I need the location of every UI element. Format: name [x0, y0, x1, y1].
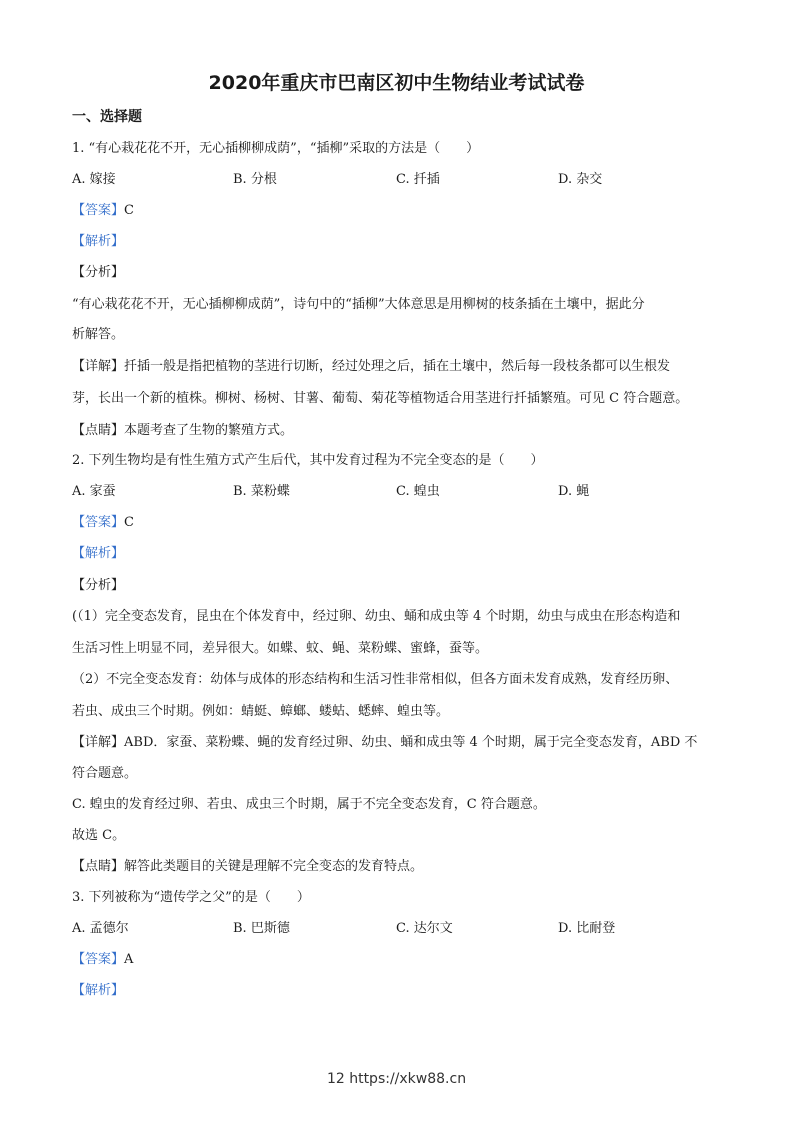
question-2-stem: 2. 下列生物均是有性生殖方式产生后代，其中发育过程为不完全变态的是（ ） — [72, 453, 544, 468]
section-heading: 一、选择题 — [72, 109, 142, 125]
q2-fenxi-label: 【分析】 — [72, 578, 125, 593]
q1-analysis-line: “有心栽花花不开，无心插柳柳成荫”，诗句中的“插柳”大体意思是用柳树的枝条插在土壤中，据此分 — [72, 297, 645, 312]
q2-answer — [72, 514, 722, 532]
answer-value: C — [124, 203, 134, 218]
q2-detail-line: 符合题意。 — [72, 766, 138, 781]
answer-value: A — [124, 952, 134, 967]
q3-answer — [72, 951, 722, 969]
question-1-stem: 1. “有心栽花花不开，无心插柳柳成荫”，“插柳”采取的方法是（ ） — [72, 141, 480, 156]
answer-label: 【答案】 — [72, 515, 125, 530]
page-title: 2020年重庆市巴南区初中生物结业考试试卷 — [208, 72, 585, 94]
q1-option-b: B. 分根 — [233, 172, 277, 187]
q1-option-c: C. 扦插 — [396, 172, 440, 187]
q1-detail-line: 【详解】扦插一般是指把植物的茎进行切断，经过处理之后，插在土壤中，然后每一段枝条都可以生根发 — [72, 359, 671, 374]
q3-option-c: C. 达尔文 — [396, 921, 453, 936]
q2-detail-line: 故选 C。 — [72, 828, 126, 843]
q2-analysis-line: 若虫、成虫三个时期。例如：蜻蜓、蟑螂、蝼蛄、蟋蟀、蝗虫等。 — [72, 704, 450, 719]
q1-detail-line: 芽，长出一个新的植株。柳树、杨树、甘薯、葡萄、菊花等植物适合用茎进行扦插繁殖。可见 C 符合题意。 — [72, 391, 689, 406]
q2-option-a: A. 家蚕 — [72, 484, 116, 499]
q1-jiexi-label: 【解析】 — [72, 234, 125, 249]
q2-jiexi-label: 【解析】 — [72, 546, 125, 561]
answer-value: C — [124, 515, 134, 530]
q2-comment: 【点睛】解答此类题目的关键是理解不完全变态的发育特点。 — [72, 859, 424, 874]
q1-option-a: A. 嫁接 — [72, 172, 116, 187]
q2-analysis-line: (（1）完全变态发育，昆虫在个体发育中，经过卵、幼虫、蛹和成虫等 4 个时期，幼虫与成虫在形态构造和 — [72, 609, 681, 624]
q3-option-b: B. 巴斯德 — [233, 921, 290, 936]
q2-option-d: D. 蝇 — [558, 484, 590, 499]
q1-answer — [72, 202, 722, 220]
q2-option-c: C. 蝗虫 — [396, 484, 440, 499]
q2-option-b: B. 菜粉蝶 — [233, 484, 290, 499]
q3-option-a: A. 孟德尔 — [72, 921, 129, 936]
answer-label: 【答案】 — [72, 203, 125, 218]
q2-detail-line: 【详解】ABD．家蚕、菜粉蝶、蝇的发育经过卵、幼虫、蛹和成虫等 4 个时期，属于完全变态发育，ABD 不 — [72, 735, 698, 750]
q1-option-d: D. 杂交 — [558, 172, 603, 187]
q1-fenxi-label: 【分析】 — [72, 265, 125, 280]
q2-analysis-line: （2）不完全变态发育：幼体与成体的形态结构和生活习性非常相似，但各方面未发育成熟，发育经历卵、 — [72, 672, 679, 687]
q1-comment: 【点睛】本题考查了生物的繁殖方式。 — [72, 423, 294, 438]
q2-detail-line: C. 蝗虫的发育经过卵、若虫、成虫三个时期，属于不完全变态发育，C 符合题意。 — [72, 797, 546, 812]
q1-analysis-line: 析解答。 — [72, 327, 125, 342]
answer-label: 【答案】 — [72, 952, 125, 967]
q3-jiexi-label: 【解析】 — [72, 983, 125, 998]
question-3-stem: 3. 下列被称为“遗传学之父”的是（ ） — [72, 890, 310, 905]
q2-analysis-line: 生活习性上明显不同，差异很大。如蝶、蚊、蝇、菜粉蝶、蜜蜂，蚕等。 — [72, 641, 489, 656]
q3-option-d: D. 比耐登 — [558, 921, 616, 936]
page-footer: 12 https://xkw88.cn — [326, 1071, 467, 1087]
